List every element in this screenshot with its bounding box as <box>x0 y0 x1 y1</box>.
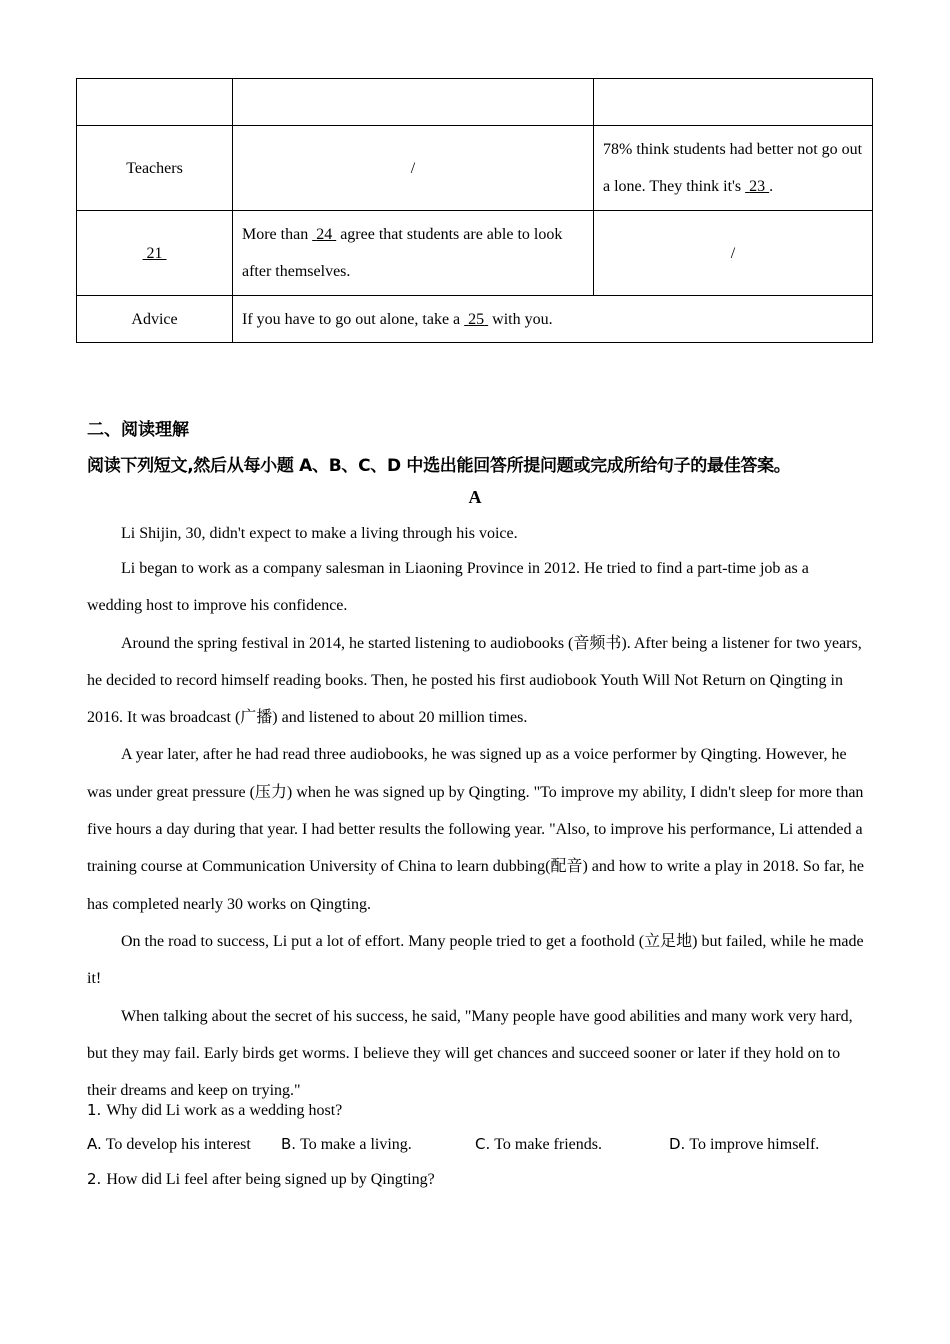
survey-table <box>76 78 873 343</box>
passage-paragraph: Li Shijin, 30, didn't expect to make a living through his voice. <box>121 525 518 542</box>
blank-23 <box>745 178 769 195</box>
cell-text: . <box>769 178 774 195</box>
cell-text: agree that students are able to look after themselves. <box>242 226 563 280</box>
table-cell: / <box>594 211 873 296</box>
option-label: A. <box>87 1135 102 1153</box>
table-cell <box>594 126 873 211</box>
table-cell <box>233 211 594 296</box>
question-text: How did Li feel after being signed up by Qingting? <box>106 1171 435 1188</box>
option-text: To make friends. <box>494 1136 602 1153</box>
cell-text: More than <box>242 226 313 243</box>
table-row <box>77 126 873 211</box>
blank-number: 25 <box>468 310 485 328</box>
question-number: 2. <box>87 1170 102 1188</box>
question-text: Why did Li work as a wedding host? <box>106 1102 343 1119</box>
option-text: To develop his interest <box>105 1136 251 1153</box>
option-label: D. <box>669 1135 686 1153</box>
blank-25 <box>464 311 488 328</box>
table-cell <box>233 79 594 126</box>
option-c[interactable] <box>475 1135 602 1154</box>
passage-letter: A <box>468 487 482 507</box>
table-cell <box>77 79 233 126</box>
table-cell <box>233 296 873 343</box>
blank-number: 23 <box>749 178 766 195</box>
option-b[interactable] <box>281 1135 412 1154</box>
cell-text: If you have to go out alone, take a <box>242 310 465 328</box>
blank-21 <box>143 245 167 262</box>
reading-passage <box>87 517 867 1109</box>
table-row <box>77 296 873 343</box>
question-2 <box>87 1170 435 1189</box>
blank-number: 24 <box>316 226 333 243</box>
passage-paragraph: Li began to work as a company salesman in Liaoning Province in 2012. He tried to find a part-time job as a wedding host to improve his confidence. <box>87 560 809 615</box>
table-cell <box>77 211 233 296</box>
question-1 <box>87 1101 342 1120</box>
table-cell: / <box>233 126 594 211</box>
question-number: 1. <box>87 1101 102 1119</box>
table-cell <box>594 79 873 126</box>
question-1-options <box>87 1135 887 1159</box>
passage-paragraph: A year later, after he had read three audiobooks, he was signed up as a voice performer by Qingting. However, he was under great pressure (压力) when he was signed up by Qingting. "To improve my ability, I didn't sleep for more than five hours a day during that year. I had better results the following year. "Also, to improve his performance, Li attended a training course at Communication University of China to learn dubbing(配音) and how to write a play in 2018. So far, he has completed nearly 30 works on Qingting. <box>87 746 864 913</box>
passage-paragraph: On the road to success, Li put a lot of effort. Many people tried to get a foothold (立足地) but failed, while he made it! <box>87 932 864 988</box>
row-header-teachers: Teachers <box>77 126 233 211</box>
section-instruction: 阅读下列短文,然后从每小题 A、B、C、D 中选出能回答所提问题或完成所给句子的最佳答案。 <box>87 456 791 476</box>
table-row <box>77 79 873 126</box>
row-header-advice: Advice <box>77 296 233 343</box>
option-d[interactable] <box>669 1135 819 1154</box>
blank-number: 21 <box>146 244 163 262</box>
table-row <box>77 211 873 296</box>
passage-paragraph: Around the spring festival in 2014, he started listening to audiobooks (音频书). After being a listener for two years, he decided to record himself reading books. Then, he posted his first audiobook Youth Will Not Return on Qingting in 2016. It was broadcast (广播) and listened to about 20 million times. <box>87 634 862 727</box>
passage-paragraph: When talking about the secret of his success, he said, "Many people have good abilities and many work very hard, but they may fail. Early birds get worms. I believe they will get chances and succeed sooner or later if they hold on to their dreams and keep on trying." <box>87 1007 853 1100</box>
cell-text: 78% think students had better not go out a lone. They think it's <box>603 141 863 195</box>
option-text: To make a living. <box>300 1136 412 1153</box>
option-label: B. <box>281 1135 297 1153</box>
section-title: 二、阅读理解 <box>87 420 189 440</box>
option-a[interactable] <box>87 1135 251 1154</box>
blank-24 <box>312 226 336 243</box>
cell-text: with you. <box>488 310 553 328</box>
option-text: To improve himself. <box>689 1136 820 1153</box>
option-label: C. <box>475 1135 491 1153</box>
